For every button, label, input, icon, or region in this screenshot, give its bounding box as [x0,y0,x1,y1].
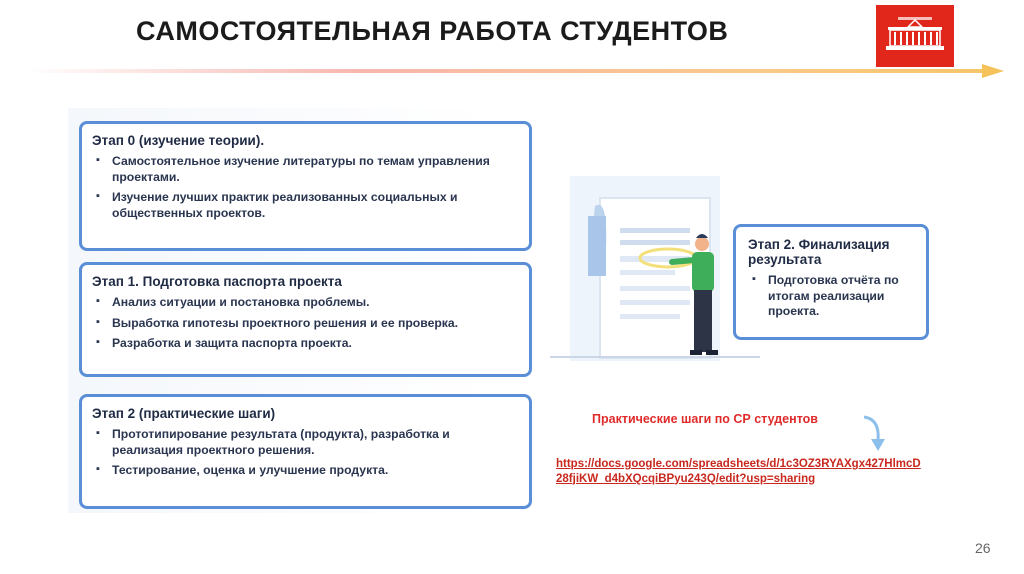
stage-2-item: ▪ Прототипирование результата (продукта), разработка и реализация проектного решения. [92,427,517,458]
stage-2-title: Этап 2 (практические шаги) [92,406,276,421]
stage-2-box [79,394,532,509]
curved-down-arrow-icon [858,415,888,455]
practical-steps-title: Практические шаги по СР студентов [592,412,818,426]
final-stage-title: Этап 2. Финализация результата [748,237,890,267]
university-logo [876,5,954,67]
stage-0-title: Этап 0 (изучение теории). [92,133,265,148]
university-building-icon [884,16,946,56]
final-stage-box [733,224,929,340]
practical-steps-link[interactable]: https://docs.google.com/spreadsheets/d/1c3OZ3RYAXgx427HlmcD28fjiKW_d4bXQcqiBPyu243Q/edit?usp=sharing [556,458,921,485]
stage-1-title: Этап 1. Подготовка паспорта проекта [92,274,342,289]
final-stage-item: ▪ Подготовка отчёта по итогам реализации проекта. [748,273,916,320]
right-arrow-icon [24,64,1004,78]
stage-1-box [79,262,532,377]
stage-1-item: ▪ Анализ ситуации и постановка проблемы. [92,295,517,311]
stage-0-box [79,121,532,251]
stage-0-item: ▪ Самостоятельное изучение литературы по темам управления проектами. [92,154,517,185]
slide-title: САМОСТОЯТЕЛЬНАЯ РАБОТА СТУДЕНТОВ [136,16,729,46]
page-number: 26 [975,540,991,556]
stage-1-item: ▪ Выработка гипотезы проектного решения и ее проверка. [92,316,517,332]
stage-1-item: ▪ Разработка и защита паспорта проекта. [92,336,517,352]
stage-0-item: ▪ Изучение лучших практик реализованных социальных и общественных проектов. [92,190,517,221]
stage-2-item: ▪ Тестирование, оценка и улучшение продукта. [92,463,517,479]
